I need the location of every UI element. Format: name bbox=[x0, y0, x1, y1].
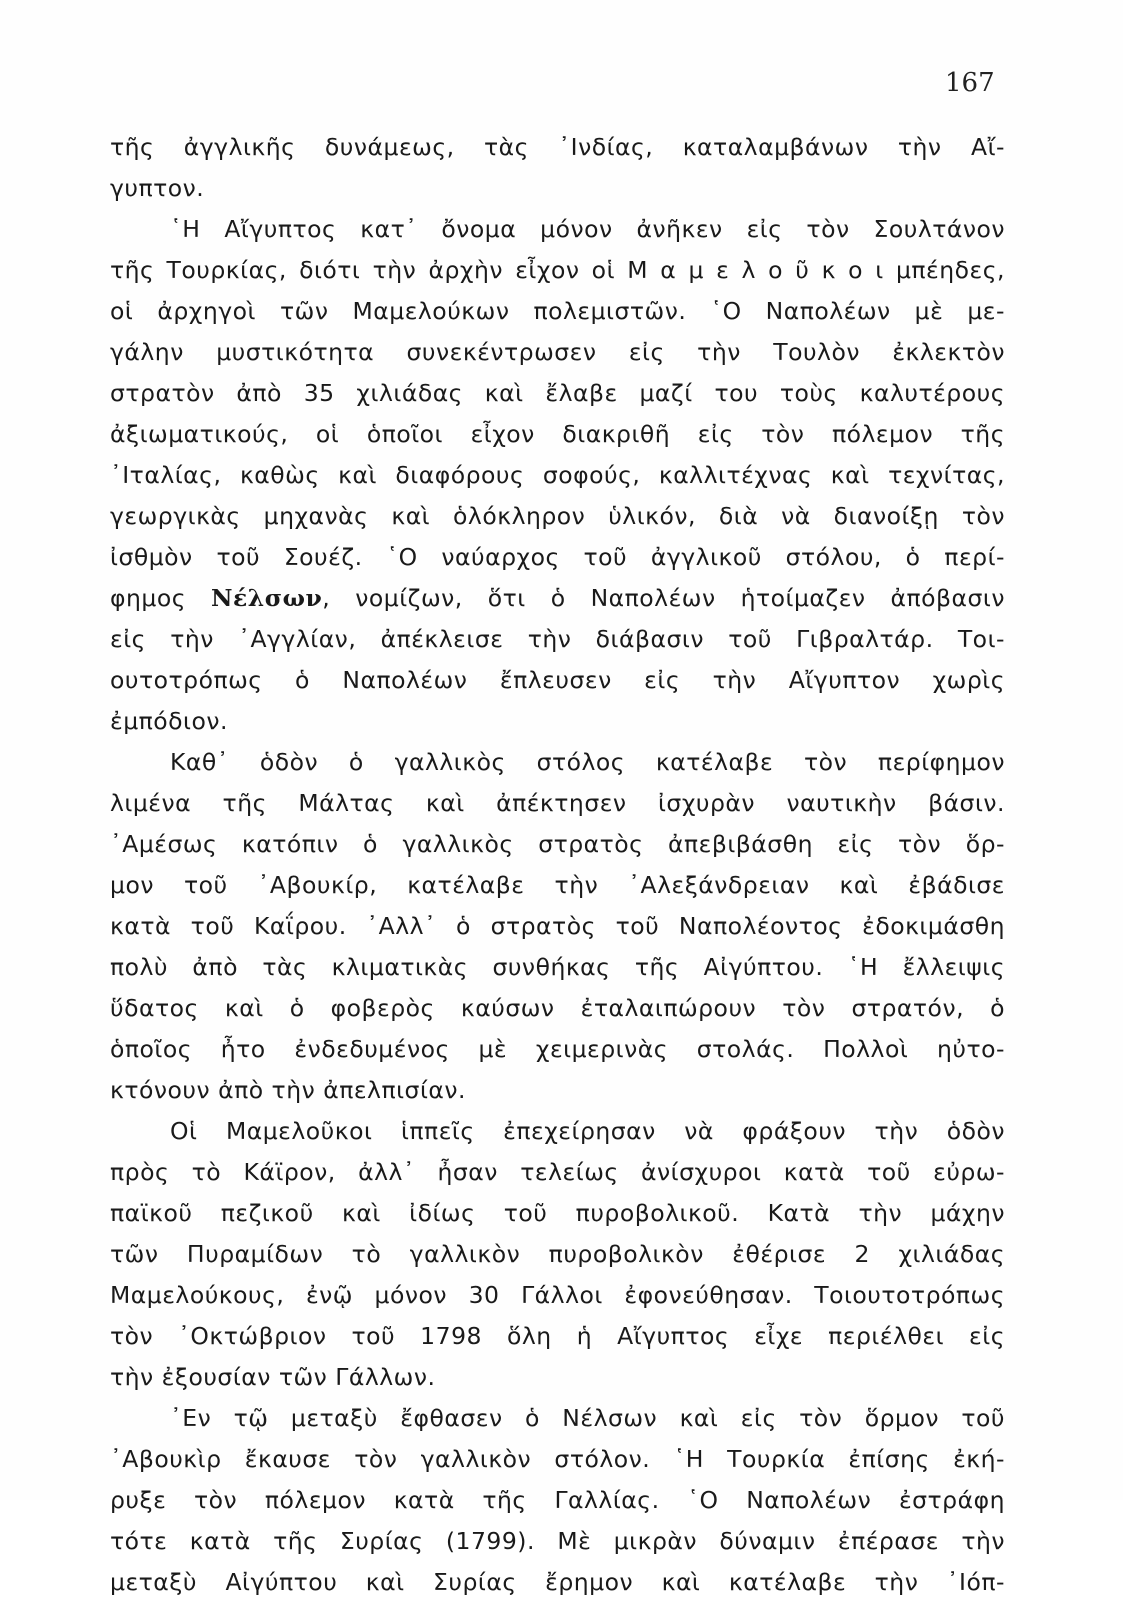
text-line: Μαμελούκους, ἐνῷ μόνον 30 Γάλλοι ἐφονεύθησαν. Τοιουτοτρόπως bbox=[110, 1281, 1005, 1309]
nelson-bold-name: Νέλσων bbox=[211, 584, 323, 612]
text-line: γυπτον. bbox=[110, 174, 205, 202]
text-line: τὸν ᾿Οκτώβριον τοῦ 1798 ὅλη ἡ Αἴγυπτος εἶχε περιέλθει εἰς bbox=[110, 1322, 1005, 1350]
text-line: παϊκοῦ πεζικοῦ καὶ ἰδίως τοῦ πυροβολικοῦ. Κατὰ τὴν μάχην bbox=[110, 1199, 1005, 1227]
text-line: πρὸς τὸ Κάϊρον, ἀλλ᾿ ἦσαν τελείως ἀνίσχυροι κατὰ τοῦ εὐρω- bbox=[110, 1158, 1005, 1186]
text-line: τὴν ἐξουσίαν τῶν Γάλλων. bbox=[110, 1363, 436, 1391]
text-line: τῆς Τουρκίας, διότι τὴν ἀρχὴν εἶχον οἱ Μ α μ ε λ ο ῦ κ ο ι μπέηδες, bbox=[110, 256, 1005, 284]
text-line: ὁποῖος ἦτο ἐνδεδυμένος μὲ χειμερινὰς στολάς. Πολλοὶ ηὐτο- bbox=[110, 1035, 1005, 1063]
text-line: ὕδατος καὶ ὁ φοβερὸς καύσων ἐταλαιπώρουν τὸν στρατόν, ὁ bbox=[110, 994, 1005, 1022]
text-line: ᾿Αμέσως κατόπιν ὁ γαλλικὸς στρατὸς ἀπεβιβάσθη εἰς τὸν ὅρ- bbox=[110, 830, 1005, 858]
text-line: ἰσθμὸν τοῦ Σουέζ. ῾Ο ναύαρχος τοῦ ἀγγλικοῦ στόλου, ὁ περί- bbox=[110, 543, 1005, 571]
text-line: ρυξε τὸν πόλεμον κατὰ τῆς Γαλλίας. ῾Ο Ναπολέων ἐστράφη bbox=[110, 1486, 1005, 1514]
text-line: ᾿Ιταλίας, καθὼς καὶ διαφόρους σοφούς, καλλιτέχνας καὶ τεχνίτας, bbox=[110, 461, 1005, 489]
text-line: τότε κατὰ τῆς Συρίας (1799). Μὲ μικρὰν δύναμιν ἐπέρασε τὴν bbox=[110, 1527, 1005, 1555]
paragraph-start-line: Καθ᾿ ὁδὸν ὁ γαλλικὸς στόλος κατέλαβε τὸν περίφημον bbox=[170, 748, 1005, 776]
text-line: ἀξιωματικούς, οἱ ὁποῖοι εἶχον διακριθῆ εἰς τὸν πόλεμον τῆς bbox=[110, 420, 1005, 448]
nelson-line-after: , νομίζων, ὅτι ὁ Ναπολέων ἡτοίμαζεν ἀπόβασιν bbox=[322, 584, 1005, 612]
text-line: κατὰ τοῦ Καΐρου. ᾿Αλλ᾿ ὁ στρατὸς τοῦ Ναπολέοντος ἐδοκιμάσθη bbox=[110, 912, 1005, 940]
text-line: μεταξὺ Αἰγύπτου καὶ Συρίας ἔρημον καὶ κατέλαβε τὴν ᾿Ιόπ- bbox=[110, 1568, 1005, 1596]
text-line: λιμένα τῆς Μάλτας καὶ ἀπέκτησεν ἰσχυρὰν ναυτικὴν βάσιν. bbox=[110, 789, 1005, 817]
text-line: εἰς τὴν ᾿Αγγλίαν, ἀπέκλεισε τὴν διάβασιν τοῦ Γιβραλτάρ. Τοι- bbox=[110, 625, 1005, 653]
text-line: ᾿Αβουκὶρ ἔκαυσε τὸν γαλλικὸν στόλον. ῾Η Τουρκία ἐπίσης ἐκή- bbox=[110, 1445, 1005, 1473]
text-line: γάλην μυστικότητα συνεκέντρωσεν εἰς τὴν Τουλὸν ἐκλεκτὸν bbox=[110, 338, 1005, 366]
text-line: τῆς ἀγγλικῆς δυνάμεως, τὰς ᾿Ινδίας, καταλαμβάνων τὴν Αἴ- bbox=[110, 133, 1005, 161]
paragraph-start-line: ᾿Εν τῷ μεταξὺ ἔφθασεν ὁ Νέλσων καὶ εἰς τὸν ὅρμον τοῦ bbox=[170, 1404, 1005, 1432]
paragraph-start-line: Οἱ Μαμελοῦκοι ἱππεῖς ἐπεχείρησαν νὰ φράξουν τὴν ὁδὸν bbox=[170, 1117, 1005, 1145]
text-line-nelson bbox=[110, 578, 1005, 619]
text-line: ουτοτρόπως ὁ Ναπολέων ἔπλευσεν εἰς τὴν Αἴγυπτον χωρὶς bbox=[110, 666, 1005, 694]
text-line: μον τοῦ ᾿Αβουκίρ, κατέλαβε τὴν ᾿Αλεξάνδρειαν καὶ ἐβάδισε bbox=[110, 871, 1005, 899]
text-line: τῶν Πυραμίδων τὸ γαλλικὸν πυροβολικὸν ἐθέρισε 2 χιλιάδας bbox=[110, 1240, 1005, 1268]
text-body bbox=[110, 127, 1005, 1603]
text-line: γεωργικὰς μηχανὰς καὶ ὁλόκληρον ὑλικόν, διὰ νὰ διανοίξῃ τὸν bbox=[110, 502, 1005, 530]
text-line: ἐμπόδιον. bbox=[110, 707, 228, 735]
text-line: στρατὸν ἀπὸ 35 χιλιάδας καὶ ἔλαβε μαζί του τοὺς καλυτέρους bbox=[110, 379, 1005, 407]
text-line: οἱ ἀρχηγοὶ τῶν Μαμελούκων πολεμιστῶν. ῾Ο Ναπολέων μὲ με- bbox=[110, 297, 1005, 325]
text-line: πολὺ ἀπὸ τὰς κλιματικὰς συνθήκας τῆς Αἰγύπτου. ῾Η ἔλλειψις bbox=[110, 953, 1005, 981]
page-number: 167 bbox=[945, 68, 995, 98]
text-line: κτόνουν ἀπὸ τὴν ἀπελπισίαν. bbox=[110, 1076, 466, 1104]
nelson-line-before: φημος bbox=[110, 584, 212, 612]
paragraph-start-line: ῾Η Αἴγυπτος κατ᾿ ὄνομα μόνον ἀνῆκεν εἰς τὸν Σουλτάνον bbox=[170, 215, 1005, 243]
